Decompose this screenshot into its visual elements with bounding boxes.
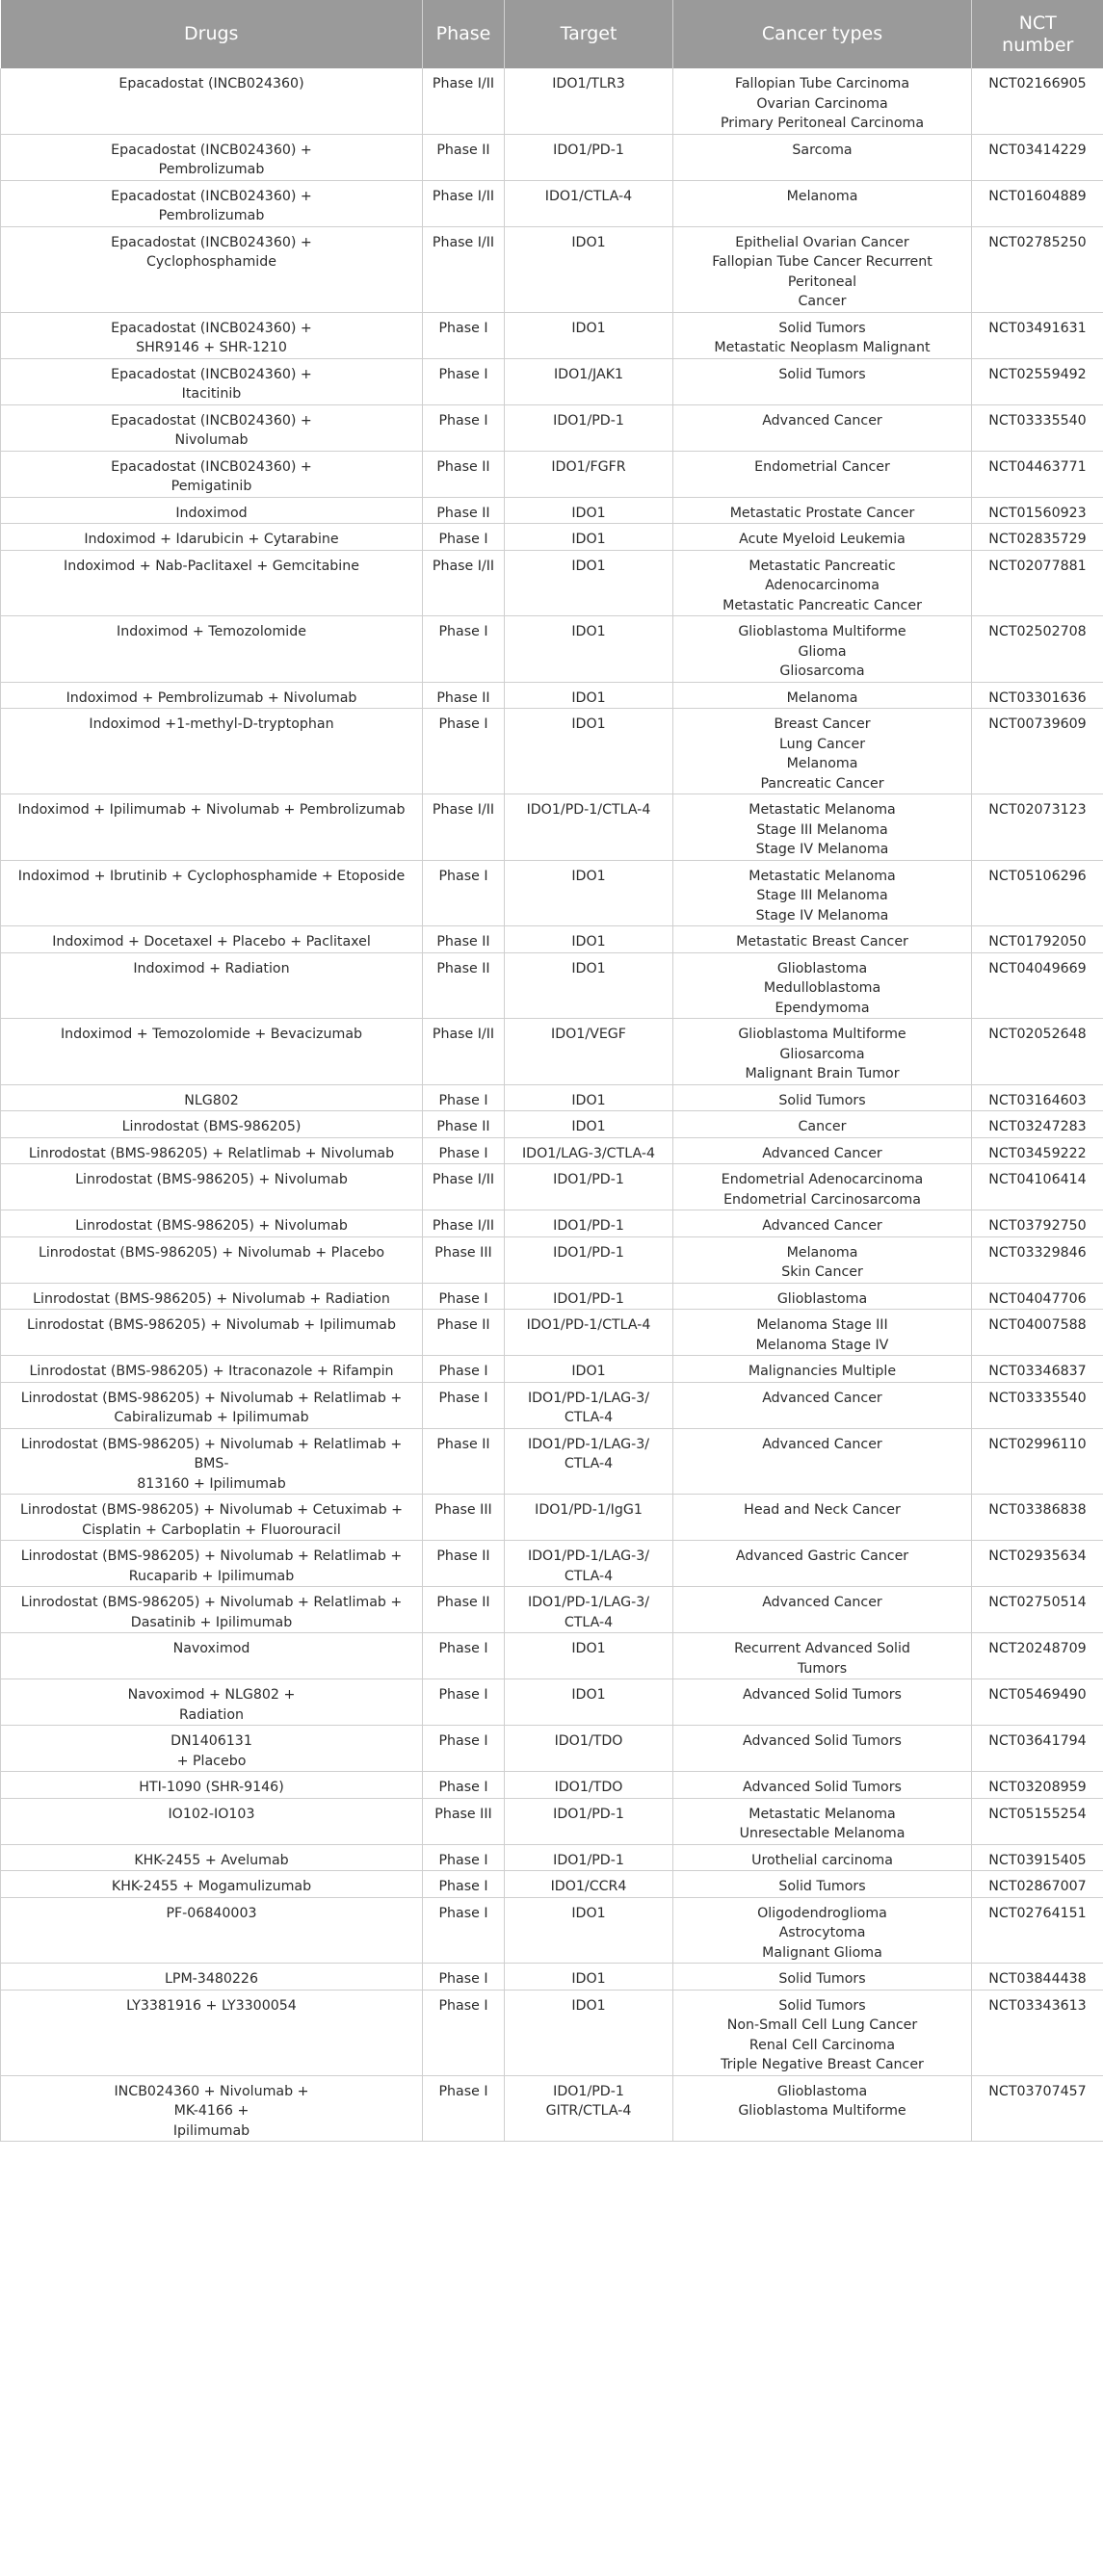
table-row xyxy=(1,497,1103,524)
cell-target: IDO1 xyxy=(505,860,673,926)
cell-target: IDO1 xyxy=(505,524,673,551)
cell-phase: Phase I xyxy=(423,860,505,926)
cell-nct-number: NCT03792750 xyxy=(972,1210,1103,1237)
table-row xyxy=(1,709,1103,794)
cell-nct-number: NCT03343613 xyxy=(972,1990,1103,2075)
cell-cancer-types: Metastatic Melanoma Stage III Melanoma Stage IV Melanoma xyxy=(673,860,972,926)
cell-phase: Phase I xyxy=(423,2075,505,2142)
cell-drugs: Linrodostat (BMS-986205) + Nivolumab xyxy=(1,1164,423,1210)
cell-nct-number: NCT03208959 xyxy=(972,1772,1103,1799)
cell-target: IDO1/LAG-3/CTLA-4 xyxy=(505,1137,673,1164)
cell-drugs: Linrodostat (BMS-986205) + Nivolumab + Relatlimab + Dasatinib + Ipilimumab xyxy=(1,1587,423,1633)
cell-phase: Phase II xyxy=(423,1587,505,1633)
cell-nct-number: NCT03329846 xyxy=(972,1236,1103,1283)
cell-target: IDO1 xyxy=(505,550,673,616)
table-row xyxy=(1,68,1103,134)
cell-drugs: Epacadostat (INCB024360) + SHR9146 + SHR-1210 xyxy=(1,312,423,358)
cell-nct-number: NCT02867007 xyxy=(972,1871,1103,1898)
cell-drugs: LPM-3480226 xyxy=(1,1964,423,1991)
table-row xyxy=(1,1541,1103,1587)
cell-cancer-types: Metastatic Prostate Cancer xyxy=(673,497,972,524)
cell-nct-number: NCT02559492 xyxy=(972,358,1103,404)
header-cancer-types: Cancer types xyxy=(673,0,972,68)
cell-target: IDO1 xyxy=(505,1897,673,1964)
cell-phase: Phase I xyxy=(423,709,505,794)
cell-nct-number: NCT03459222 xyxy=(972,1137,1103,1164)
cell-cancer-types: Urothelial carcinoma xyxy=(673,1844,972,1871)
cell-target: IDO1 xyxy=(505,1356,673,1383)
cell-nct-number: NCT03335540 xyxy=(972,1382,1103,1428)
cell-cancer-types: Metastatic Melanoma Unresectable Melanoma xyxy=(673,1798,972,1844)
cell-nct-number: NCT02935634 xyxy=(972,1541,1103,1587)
table-row xyxy=(1,1310,1103,1356)
table-row xyxy=(1,1844,1103,1871)
cell-phase: Phase II xyxy=(423,497,505,524)
cell-drugs: HTI-1090 (SHR-9146) xyxy=(1,1772,423,1799)
cell-phase: Phase I xyxy=(423,1137,505,1164)
table-row xyxy=(1,682,1103,709)
cell-cancer-types: Solid Tumors xyxy=(673,1084,972,1111)
cell-drugs: Epacadostat (INCB024360) + Pemigatinib xyxy=(1,451,423,497)
cell-cancer-types: Advanced Cancer xyxy=(673,1137,972,1164)
cell-phase: Phase II xyxy=(423,926,505,953)
cell-nct-number: NCT05155254 xyxy=(972,1798,1103,1844)
cell-nct-number: NCT04049669 xyxy=(972,952,1103,1019)
cell-cancer-types: Advanced Solid Tumors xyxy=(673,1679,972,1726)
header-target: Target xyxy=(505,0,673,68)
cell-nct-number: NCT04463771 xyxy=(972,451,1103,497)
cell-cancer-types: Solid Tumors xyxy=(673,1964,972,1991)
cell-phase: Phase I/II xyxy=(423,550,505,616)
cell-nct-number: NCT02052648 xyxy=(972,1019,1103,1085)
table-row xyxy=(1,404,1103,451)
cell-phase: Phase I xyxy=(423,1283,505,1310)
cell-target: IDO1/TLR3 xyxy=(505,68,673,134)
table-row xyxy=(1,1137,1103,1164)
table-row xyxy=(1,1871,1103,1898)
cell-target: IDO1/PD-1 xyxy=(505,1210,673,1237)
cell-nct-number: NCT03335540 xyxy=(972,404,1103,451)
cell-phase: Phase I xyxy=(423,1679,505,1726)
cell-phase: Phase I xyxy=(423,616,505,683)
cell-drugs: KHK-2455 + Avelumab xyxy=(1,1844,423,1871)
cell-target: IDO1 xyxy=(505,226,673,312)
cell-phase: Phase I xyxy=(423,1772,505,1799)
table-row xyxy=(1,226,1103,312)
cell-target: IDO1/PD-1 GITR/CTLA-4 xyxy=(505,2075,673,2142)
cell-cancer-types: Advanced Cancer xyxy=(673,1428,972,1495)
cell-cancer-types: Epithelial Ovarian Cancer Fallopian Tube Cancer Recurrent Peritoneal Cancer xyxy=(673,226,972,312)
cell-drugs: LY3381916 + LY3300054 xyxy=(1,1990,423,2075)
cell-target: IDO1/PD-1/LAG-3/ CTLA-4 xyxy=(505,1541,673,1587)
cell-target: IDO1 xyxy=(505,709,673,794)
table-row xyxy=(1,860,1103,926)
cell-nct-number: NCT03844438 xyxy=(972,1964,1103,1991)
table-header xyxy=(1,0,1103,68)
cell-target: IDO1/PD-1/CTLA-4 xyxy=(505,1310,673,1356)
header-nct-number: NCT number xyxy=(972,0,1103,68)
table-row xyxy=(1,524,1103,551)
cell-nct-number: NCT02996110 xyxy=(972,1428,1103,1495)
cell-nct-number: NCT20248709 xyxy=(972,1633,1103,1679)
cell-cancer-types: Glioblastoma Multiforme Gliosarcoma Malignant Brain Tumor xyxy=(673,1019,972,1085)
cell-cancer-types: Glioblastoma Medulloblastoma Ependymoma xyxy=(673,952,972,1019)
cell-cancer-types: Advanced Cancer xyxy=(673,1587,972,1633)
cell-nct-number: NCT04047706 xyxy=(972,1283,1103,1310)
cell-phase: Phase III xyxy=(423,1495,505,1541)
cell-phase: Phase I/II xyxy=(423,226,505,312)
cell-phase: Phase I xyxy=(423,312,505,358)
cell-drugs: Linrodostat (BMS-986205) + Itraconazole + Rifampin xyxy=(1,1356,423,1383)
cell-nct-number: NCT03386838 xyxy=(972,1495,1103,1541)
cell-phase: Phase I xyxy=(423,1897,505,1964)
cell-phase: Phase I xyxy=(423,1356,505,1383)
table-row xyxy=(1,134,1103,180)
cell-nct-number: NCT03346837 xyxy=(972,1356,1103,1383)
cell-phase: Phase II xyxy=(423,1310,505,1356)
cell-drugs: Linrodostat (BMS-986205) + Nivolumab + Relatlimab + Cabiralizumab + Ipilimumab xyxy=(1,1382,423,1428)
cell-phase: Phase III xyxy=(423,1236,505,1283)
cell-cancer-types: Melanoma Skin Cancer xyxy=(673,1236,972,1283)
cell-target: IDO1 xyxy=(505,952,673,1019)
cell-drugs: INCB024360 + Nivolumab + MK-4166 + Ipilimumab xyxy=(1,2075,423,2142)
cell-cancer-types: Endometrial Adenocarcinoma Endometrial Carcinosarcoma xyxy=(673,1164,972,1210)
cell-target: IDO1/PD-1/LAG-3/ CTLA-4 xyxy=(505,1382,673,1428)
cell-drugs: Indoximod + Ibrutinib + Cyclophosphamide + Etoposide xyxy=(1,860,423,926)
cell-nct-number: NCT01604889 xyxy=(972,180,1103,226)
cell-target: IDO1/CTLA-4 xyxy=(505,180,673,226)
cell-target: IDO1/PD-1 xyxy=(505,1164,673,1210)
table-row xyxy=(1,1587,1103,1633)
cell-target: IDO1 xyxy=(505,1964,673,1991)
cell-cancer-types: Advanced Cancer xyxy=(673,1210,972,1237)
cell-nct-number: NCT05469490 xyxy=(972,1679,1103,1726)
cell-target: IDO1/TDO xyxy=(505,1772,673,1799)
cell-phase: Phase I/II xyxy=(423,1019,505,1085)
cell-target: IDO1 xyxy=(505,682,673,709)
cell-phase: Phase II xyxy=(423,1541,505,1587)
cell-nct-number: NCT02750514 xyxy=(972,1587,1103,1633)
table-row xyxy=(1,1356,1103,1383)
cell-target: IDO1/JAK1 xyxy=(505,358,673,404)
table-row xyxy=(1,952,1103,1019)
cell-phase: Phase III xyxy=(423,1798,505,1844)
cell-nct-number: NCT00739609 xyxy=(972,709,1103,794)
cell-target: IDO1 xyxy=(505,1990,673,2075)
cell-phase: Phase I xyxy=(423,1871,505,1898)
cell-cancer-types: Advanced Gastric Cancer xyxy=(673,1541,972,1587)
cell-phase: Phase I xyxy=(423,1633,505,1679)
table-row xyxy=(1,2075,1103,2142)
cell-phase: Phase I xyxy=(423,1382,505,1428)
cell-drugs: DN1406131 + Placebo xyxy=(1,1726,423,1772)
cell-drugs: Navoximod + NLG802 + Radiation xyxy=(1,1679,423,1726)
cell-target: IDO1/PD-1 xyxy=(505,1283,673,1310)
cell-phase: Phase II xyxy=(423,1428,505,1495)
header-row xyxy=(1,0,1103,68)
cell-drugs: Linrodostat (BMS-986205) + Nivolumab + Placebo xyxy=(1,1236,423,1283)
cell-target: IDO1/PD-1/LAG-3/ CTLA-4 xyxy=(505,1587,673,1633)
table-row xyxy=(1,451,1103,497)
header-phase: Phase xyxy=(423,0,505,68)
cell-nct-number: NCT03915405 xyxy=(972,1844,1103,1871)
cell-target: IDO1 xyxy=(505,616,673,683)
cell-phase: Phase I/II xyxy=(423,794,505,861)
table-row xyxy=(1,1798,1103,1844)
cell-nct-number: NCT03164603 xyxy=(972,1084,1103,1111)
cell-cancer-types: Metastatic Breast Cancer xyxy=(673,926,972,953)
cell-nct-number: NCT05106296 xyxy=(972,860,1103,926)
cell-target: IDO1 xyxy=(505,312,673,358)
cell-target: IDO1/PD-1 xyxy=(505,1844,673,1871)
cell-target: IDO1/PD-1 xyxy=(505,404,673,451)
cell-phase: Phase I xyxy=(423,524,505,551)
cell-drugs: PF-06840003 xyxy=(1,1897,423,1964)
table-row xyxy=(1,1210,1103,1237)
table-row xyxy=(1,1679,1103,1726)
cell-cancer-types: Solid Tumors xyxy=(673,358,972,404)
cell-drugs: Linrodostat (BMS-986205) + Relatlimab + Nivolumab xyxy=(1,1137,423,1164)
cell-cancer-types: Advanced Cancer xyxy=(673,404,972,451)
table-row xyxy=(1,180,1103,226)
table-row xyxy=(1,1084,1103,1111)
cell-target: IDO1 xyxy=(505,1633,673,1679)
table-row xyxy=(1,1164,1103,1210)
cell-nct-number: NCT01792050 xyxy=(972,926,1103,953)
cell-nct-number: NCT02835729 xyxy=(972,524,1103,551)
cell-drugs: Linrodostat (BMS-986205) + Nivolumab + Ipilimumab xyxy=(1,1310,423,1356)
cell-drugs: Indoximod + Nab-Paclitaxel + Gemcitabine xyxy=(1,550,423,616)
cell-cancer-types: Metastatic Pancreatic Adenocarcinoma Metastatic Pancreatic Cancer xyxy=(673,550,972,616)
cell-nct-number: NCT02166905 xyxy=(972,68,1103,134)
cell-phase: Phase II xyxy=(423,1111,505,1138)
cell-nct-number: NCT03301636 xyxy=(972,682,1103,709)
cell-target: IDO1/TDO xyxy=(505,1726,673,1772)
cell-phase: Phase I xyxy=(423,1726,505,1772)
cell-phase: Phase I/II xyxy=(423,1210,505,1237)
cell-phase: Phase II xyxy=(423,134,505,180)
cell-phase: Phase I xyxy=(423,1990,505,2075)
cell-drugs: Navoximod xyxy=(1,1633,423,1679)
cell-phase: Phase I xyxy=(423,358,505,404)
table-row xyxy=(1,1019,1103,1085)
cell-phase: Phase I xyxy=(423,1844,505,1871)
cell-target: IDO1 xyxy=(505,1679,673,1726)
table-row xyxy=(1,1283,1103,1310)
cell-drugs: Linrodostat (BMS-986205) xyxy=(1,1111,423,1138)
cell-drugs: IO102-IO103 xyxy=(1,1798,423,1844)
cell-phase: Phase II xyxy=(423,451,505,497)
cell-cancer-types: Solid Tumors xyxy=(673,1871,972,1898)
table-body xyxy=(1,68,1103,2142)
cell-drugs: Indoximod + Temozolomide + Bevacizumab xyxy=(1,1019,423,1085)
cell-phase: Phase II xyxy=(423,682,505,709)
cell-phase: Phase I xyxy=(423,1084,505,1111)
cell-nct-number: NCT02077881 xyxy=(972,550,1103,616)
cell-cancer-types: Metastatic Melanoma Stage III Melanoma Stage IV Melanoma xyxy=(673,794,972,861)
cell-drugs: Epacadostat (INCB024360) + Pembrolizumab xyxy=(1,134,423,180)
table-row xyxy=(1,1633,1103,1679)
cell-cancer-types: Advanced Cancer xyxy=(673,1382,972,1428)
cell-cancer-types: Advanced Solid Tumors xyxy=(673,1726,972,1772)
cell-drugs: Indoximod +1-methyl-D-tryptophan xyxy=(1,709,423,794)
cell-drugs: Indoximod + Pembrolizumab + Nivolumab xyxy=(1,682,423,709)
cell-target: IDO1/PD-1 xyxy=(505,1236,673,1283)
cell-drugs: Indoximod xyxy=(1,497,423,524)
cell-nct-number: NCT02785250 xyxy=(972,226,1103,312)
cell-target: IDO1/FGFR xyxy=(505,451,673,497)
table-row xyxy=(1,1495,1103,1541)
cell-cancer-types: Sarcoma xyxy=(673,134,972,180)
cell-nct-number: NCT03491631 xyxy=(972,312,1103,358)
cell-cancer-types: Recurrent Advanced Solid Tumors xyxy=(673,1633,972,1679)
cell-target: IDO1 xyxy=(505,497,673,524)
cell-nct-number: NCT02502708 xyxy=(972,616,1103,683)
cell-nct-number: NCT02764151 xyxy=(972,1897,1103,1964)
cell-target: IDO1 xyxy=(505,1084,673,1111)
table-row xyxy=(1,1990,1103,2075)
table-row xyxy=(1,1111,1103,1138)
cell-nct-number: NCT04106414 xyxy=(972,1164,1103,1210)
table-row xyxy=(1,1964,1103,1991)
cell-nct-number: NCT02073123 xyxy=(972,794,1103,861)
cell-cancer-types: Glioblastoma xyxy=(673,1283,972,1310)
table-row xyxy=(1,1726,1103,1772)
cell-target: IDO1/CCR4 xyxy=(505,1871,673,1898)
cell-drugs: Linrodostat (BMS-986205) + Nivolumab xyxy=(1,1210,423,1237)
table-row xyxy=(1,358,1103,404)
cell-phase: Phase I xyxy=(423,1964,505,1991)
table-row xyxy=(1,1236,1103,1283)
cell-cancer-types: Acute Myeloid Leukemia xyxy=(673,524,972,551)
cell-cancer-types: Fallopian Tube Carcinoma Ovarian Carcinoma Primary Peritoneal Carcinoma xyxy=(673,68,972,134)
cell-cancer-types: Melanoma xyxy=(673,180,972,226)
cell-nct-number: NCT03641794 xyxy=(972,1726,1103,1772)
cell-drugs: Epacadostat (INCB024360) xyxy=(1,68,423,134)
cell-target: IDO1/PD-1/IgG1 xyxy=(505,1495,673,1541)
cell-target: IDO1 xyxy=(505,926,673,953)
cell-cancer-types: Solid Tumors Metastatic Neoplasm Malignant xyxy=(673,312,972,358)
table-row xyxy=(1,1382,1103,1428)
cell-drugs: NLG802 xyxy=(1,1084,423,1111)
cell-drugs: Linrodostat (BMS-986205) + Nivolumab + Relatlimab + Rucaparib + Ipilimumab xyxy=(1,1541,423,1587)
cell-cancer-types: Breast Cancer Lung Cancer Melanoma Pancreatic Cancer xyxy=(673,709,972,794)
cell-drugs: Indoximod + Radiation xyxy=(1,952,423,1019)
cell-cancer-types: Malignancies Multiple xyxy=(673,1356,972,1383)
cell-phase: Phase I/II xyxy=(423,180,505,226)
table-row xyxy=(1,616,1103,683)
header-drugs: Drugs xyxy=(1,0,423,68)
cell-drugs: Indoximod + Ipilimumab + Nivolumab + Pembrolizumab xyxy=(1,794,423,861)
cell-nct-number: NCT03414229 xyxy=(972,134,1103,180)
cell-target: IDO1/PD-1/LAG-3/ CTLA-4 xyxy=(505,1428,673,1495)
cell-cancer-types: Glioblastoma Multiforme Glioma Gliosarcoma xyxy=(673,616,972,683)
cell-cancer-types: Melanoma xyxy=(673,682,972,709)
table-row xyxy=(1,550,1103,616)
cell-drugs: Linrodostat (BMS-986205) + Nivolumab + Cetuximab + Cisplatin + Carboplatin + Fluorouracil xyxy=(1,1495,423,1541)
cell-nct-number: NCT03247283 xyxy=(972,1111,1103,1138)
cell-drugs: KHK-2455 + Mogamulizumab xyxy=(1,1871,423,1898)
cell-nct-number: NCT04007588 xyxy=(972,1310,1103,1356)
cell-cancer-types: Oligodendroglioma Astrocytoma Malignant Glioma xyxy=(673,1897,972,1964)
cell-drugs: Linrodostat (BMS-986205) + Nivolumab + Radiation xyxy=(1,1283,423,1310)
cell-target: IDO1/VEGF xyxy=(505,1019,673,1085)
table-row xyxy=(1,312,1103,358)
table-row xyxy=(1,794,1103,861)
cell-target: IDO1/PD-1 xyxy=(505,134,673,180)
cell-cancer-types: Cancer xyxy=(673,1111,972,1138)
cell-cancer-types: Advanced Solid Tumors xyxy=(673,1772,972,1799)
cell-drugs: Epacadostat (INCB024360) + Pembrolizumab xyxy=(1,180,423,226)
cell-cancer-types: Glioblastoma Glioblastoma Multiforme xyxy=(673,2075,972,2142)
cell-cancer-types: Endometrial Cancer xyxy=(673,451,972,497)
cell-drugs: Indoximod + Idarubicin + Cytarabine xyxy=(1,524,423,551)
cell-drugs: Epacadostat (INCB024360) + Nivolumab xyxy=(1,404,423,451)
cell-drugs: Linrodostat (BMS-986205) + Nivolumab + Relatlimab + BMS- 813160 + Ipilimumab xyxy=(1,1428,423,1495)
cell-drugs: Epacadostat (INCB024360) + Cyclophosphamide xyxy=(1,226,423,312)
cell-phase: Phase I/II xyxy=(423,68,505,134)
cell-target: IDO1 xyxy=(505,1111,673,1138)
cell-drugs: Epacadostat (INCB024360) + Itacitinib xyxy=(1,358,423,404)
cell-nct-number: NCT01560923 xyxy=(972,497,1103,524)
cell-phase: Phase I/II xyxy=(423,1164,505,1210)
table-row xyxy=(1,926,1103,953)
table-row xyxy=(1,1428,1103,1495)
cell-cancer-types: Melanoma Stage III Melanoma Stage IV xyxy=(673,1310,972,1356)
cell-nct-number: NCT03707457 xyxy=(972,2075,1103,2142)
cell-target: IDO1/PD-1/CTLA-4 xyxy=(505,794,673,861)
cell-cancer-types: Head and Neck Cancer xyxy=(673,1495,972,1541)
table-row xyxy=(1,1772,1103,1799)
cell-drugs: Indoximod + Docetaxel + Placebo + Paclitaxel xyxy=(1,926,423,953)
cell-phase: Phase II xyxy=(423,952,505,1019)
cell-drugs: Indoximod + Temozolomide xyxy=(1,616,423,683)
cell-phase: Phase I xyxy=(423,404,505,451)
cell-cancer-types: Solid Tumors Non-Small Cell Lung Cancer Renal Cell Carcinoma Triple Negative Breast Cancer xyxy=(673,1990,972,2075)
table-row xyxy=(1,1897,1103,1964)
cell-target: IDO1/PD-1 xyxy=(505,1798,673,1844)
